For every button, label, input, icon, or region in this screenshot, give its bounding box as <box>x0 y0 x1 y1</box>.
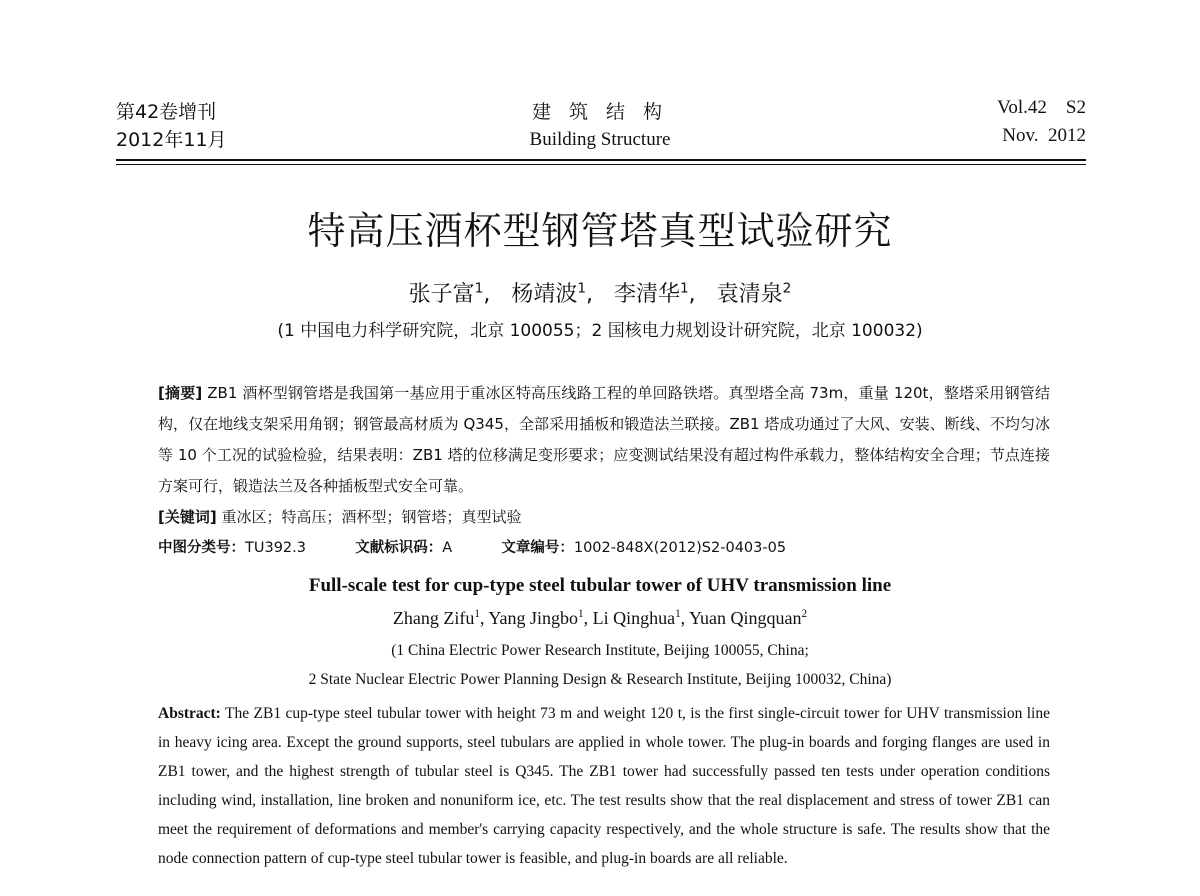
header-rule-thick <box>116 159 1086 161</box>
author-en: Zhang Zifu$^1$ <box>392 608 480 628</box>
journal-name-cn: 建 筑 结 构 <box>531 101 669 123</box>
clc-label: 中图分类号： <box>158 540 245 556</box>
paper-title-en: Full-scale test for cup-type steel tubular tower of UHV transmission line <box>308 575 892 596</box>
journal-name-en: Building Structure <box>529 129 671 150</box>
abstract-en <box>158 699 1050 873</box>
abstract-cn <box>158 378 1050 502</box>
article-id-value: 1002-848X(2012)S2-0403-05 <box>573 540 787 556</box>
authors-en: Zhang Zifu$^1$, Yang Jingbo$^1$, Li Qinghua$^1$, Yuan Qingquan$^2$ <box>392 608 808 628</box>
doc-code-label: 文献标识码： <box>355 540 443 556</box>
abstract-en-text: The ZB1 cup-type steel tubular tower with height 73 m and weight 120 t, is the first single-circuit tower for UHV transmission line in heavy icing area. Except the ground supports, steel tubulars are applied in whole tower. The plug-in boards and forging flanges are used in ZB1 tower, and the highest strength of tubular steel is Q345. The ZB1 tower had successfully passed ten tests under operation conditions including wind, installation, line broken and nonuniform ice, etc. The test results show that the real displacement and stress of tower ZB1 can meet the requirement of deformations and member's carrying capacity respectively, and the whole structure is safe. The results show that the node connection pattern of cup-type steel tubular tower is feasible, and plug-in boards are all reliable. <box>158 705 1050 867</box>
author-cn: 杨靖波$^1$ <box>511 280 586 307</box>
paper-title-cn: 特高压酒杯型钢管塔真型试验研究 <box>307 209 893 253</box>
affiliations-en-line2: 2 State Nuclear Electric Power Planning Design & Research Institute, Beijing 100032, China) <box>308 671 892 688</box>
clc-value: TU392.3 <box>245 540 306 556</box>
classification-line <box>158 533 1050 564</box>
journal-date: 2012年11月 <box>116 129 227 151</box>
affiliations-en-line1: (1 China Electric Power Research Institute, Beijing 100055, China; <box>391 642 809 659</box>
authors-cn: 张子富$^1$, 杨靖波$^1$, 李清华$^1$, 袁清泉$^2$ <box>408 280 792 307</box>
keywords-cn-text: 重冰区；特高压；酒杯型；钢管塔；真型试验 <box>221 508 522 526</box>
article-id-label: 文章编号： <box>501 540 574 556</box>
journal-issue: 第42卷增刊 <box>116 101 217 123</box>
author-cn: 袁清泉$^2$ <box>716 280 792 307</box>
author-en: Yang Jingbo$^1$ <box>488 608 584 628</box>
abstract-en-label: Abstract: <box>158 705 221 722</box>
abstract-cn-label: [摘要] <box>158 384 203 402</box>
author-cn: 张子富$^1$ <box>408 280 484 307</box>
author-en: Yuan Qingquan$^2$ <box>689 608 808 628</box>
keywords-cn-label: [关键词] <box>158 508 217 526</box>
abstract-cn-block <box>158 378 1050 564</box>
journal-volume: Vol.42 S2 <box>997 97 1086 118</box>
header-rule-thin <box>116 164 1086 165</box>
abstract-cn-text: ZB1 酒杯型钢管塔是我国第一基应用于重冰区特高压线路工程的单回路铁塔。真型塔全高 73m，重量 120t，整塔采用钢管结构，仅在地线支架采用角钢；钢管最高材质为 Q345，全部采用插板和锻造法兰联接。ZB1 塔成功通过了大风、安装、断线、不均匀冰等 10 个工况的试验检验，结果表明：ZB1 塔的位移满足变形要求；应变测试结果没有超过构件承载力，整体结构安全合理；节点连接方案可行，锻造法兰及各种插板型式安全可靠。 <box>158 384 1050 495</box>
doc-code-value: A <box>442 540 453 556</box>
keywords-cn <box>158 502 1050 533</box>
author-cn: 李清华$^1$ <box>613 280 689 307</box>
journal-issue-date: Nov. 2012 <box>1002 125 1086 146</box>
affiliations-cn: (1 中国电力科学研究院，北京 100055；2 国核电力规划设计研究院，北京 100032) <box>277 321 923 341</box>
author-en: Li Qinghua$^1$ <box>592 608 681 628</box>
